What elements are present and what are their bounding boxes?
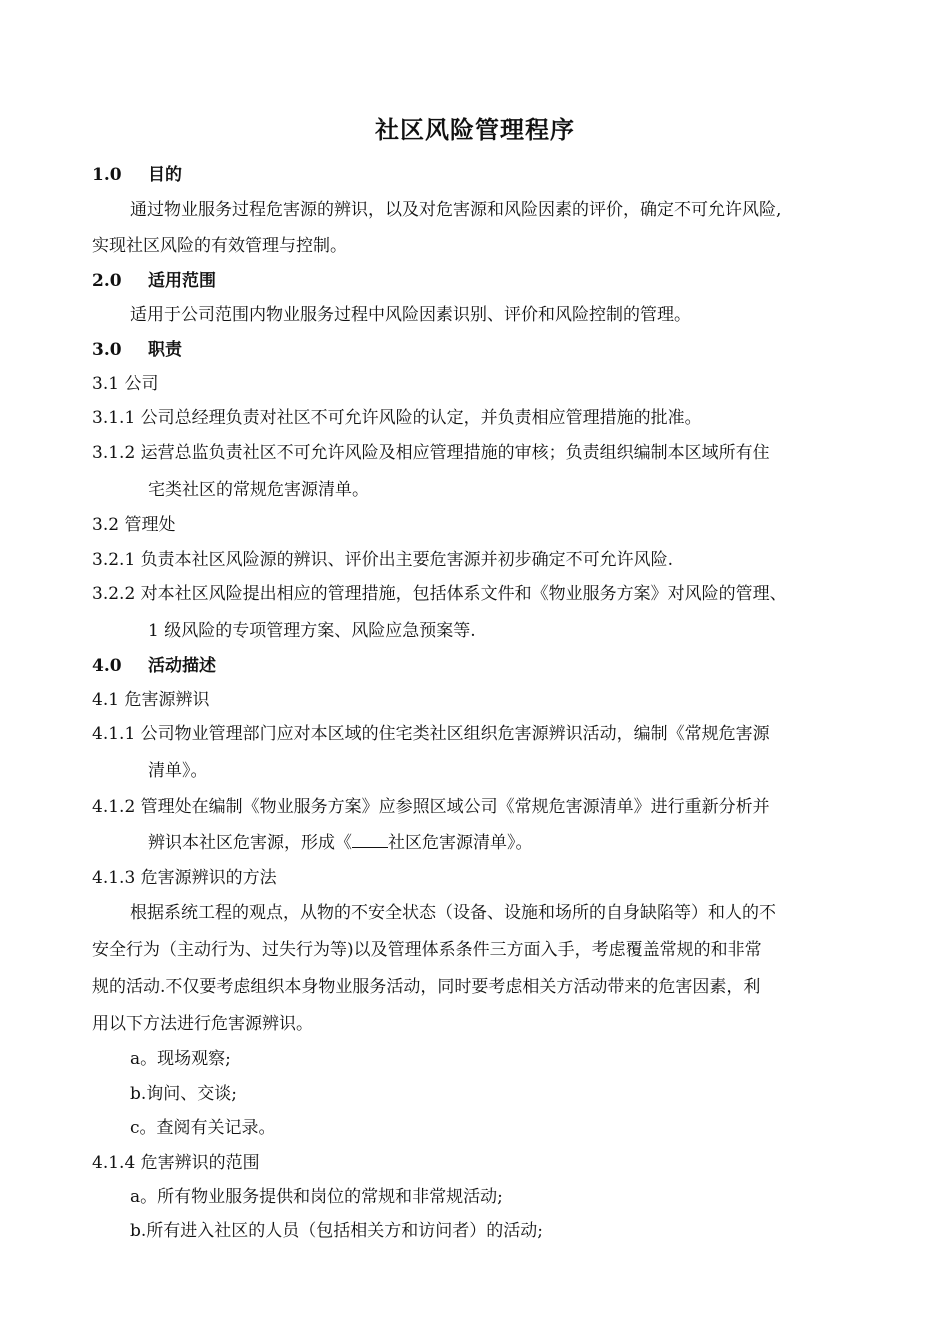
section-number: 4.0 (92, 656, 122, 676)
section-heading-3 (92, 339, 182, 361)
clause-line: 3.2.2 对本社区风险提出相应的管理措施，包括体系文件和《物业服务方案》对风险的管理、 (92, 584, 787, 604)
list-item: b.所有进入社区的人员（包括相关方和访问者）的活动; (130, 1221, 544, 1241)
clause-line: 3.1.2 运营总监负责社区不可允许风险及相应管理措施的审核；负责组织编制本区域所有住 (92, 443, 770, 463)
clause-continuation: 清单》。 (148, 761, 208, 781)
subsection-heading: 3.2 管理处 (92, 515, 176, 535)
fill-in-blank (352, 832, 388, 848)
section-number: 1.0 (92, 165, 122, 185)
section-heading-2 (92, 270, 216, 292)
paragraph-line: 规的活动.不仅要考虑组织本身物业服务活动，同时要考虑相关方活动带来的危害因素，利 (92, 977, 761, 997)
section-number: 2.0 (92, 271, 122, 291)
section-label: 适用范围 (148, 271, 216, 291)
clause-continuation: 宅类社区的常规危害源清单。 (148, 480, 369, 500)
section-heading-1 (92, 164, 182, 186)
section-label: 目的 (148, 165, 182, 185)
clause-text: 社区危害源清单》。 (388, 833, 533, 853)
paragraph-line: 安全行为（主动行为、过失行为等)以及管理体系条件三方面入手，考虑覆盖常规的和非常 (92, 940, 762, 960)
clause-line: 3.1.1 公司总经理负责对社区不可允许风险的认定，并负责相应管理措施的批准。 (92, 408, 702, 428)
clause-line: 4.1.1 公司物业管理部门应对本区域的住宅类社区组织危害源辨识活动，编制《常规危害源 (92, 724, 770, 744)
list-item: a。所有物业服务提供和岗位的常规和非常规活动; (130, 1187, 503, 1207)
paragraph-line: 根据系统工程的观点，从物的不安全状态（设备、设施和场所的自身缺陷等）和人的不 (130, 903, 776, 923)
paragraph-line: 实现社区风险的有效管理与控制。 (92, 236, 347, 256)
paragraph-line: 用以下方法进行危害源辨识。 (92, 1014, 313, 1034)
clause-line: 4.1.4 危害辨识的范围 (92, 1153, 260, 1173)
list-item: a。现场观察; (130, 1049, 231, 1069)
section-heading-4 (92, 655, 216, 677)
clause-line: 4.1.3 危害源辨识的方法 (92, 868, 277, 888)
paragraph-line: 通过物业服务过程危害源的辨识，以及对危害源和风险因素的评价，确定不可允许风险, (130, 200, 782, 220)
section-label: 职责 (148, 340, 182, 360)
clause-continuation: 1 级风险的专项管理方案、风险应急预案等. (148, 621, 476, 641)
section-label: 活动描述 (148, 656, 216, 676)
paragraph-line: 适用于公司范围内物业服务过程中风险因素识别、评价和风险控制的管理。 (130, 305, 691, 325)
subsection-heading: 3.1 公司 (92, 374, 159, 394)
section-number: 3.0 (92, 340, 122, 360)
list-item: c。查阅有关记录。 (130, 1118, 276, 1138)
clause-text: 辨识本社区危害源，形成《 (148, 833, 352, 853)
subsection-heading: 4.1 危害源辨识 (92, 690, 210, 710)
document-title: 社区风险管理程序 (375, 115, 575, 144)
clause-line: 4.1.2 管理处在编制《物业服务方案》应参照区域公司《常规危害源清单》进行重新分析并 (92, 797, 770, 817)
clause-line: 3.2.1 负责本社区风险源的辨识、评价出主要危害源并初步确定不可允许风险. (92, 550, 674, 570)
clause-continuation (148, 832, 533, 854)
list-item: b.询问、交谈; (130, 1084, 238, 1104)
